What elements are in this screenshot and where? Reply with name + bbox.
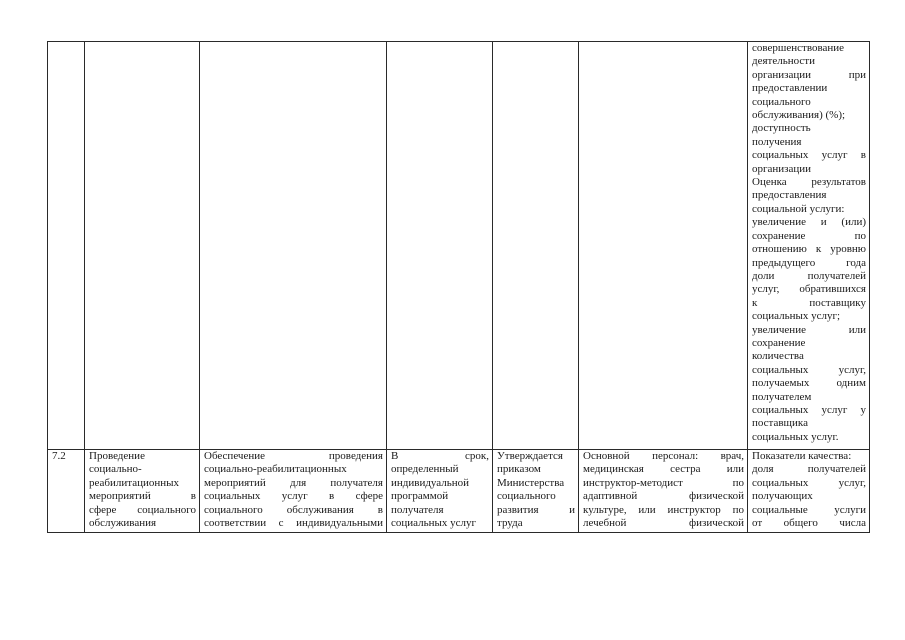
cell-service-name xyxy=(85,450,200,533)
text-line: к поставщику xyxy=(752,296,866,309)
row-number: 7.2 xyxy=(52,450,66,462)
text-line: совершенствование xyxy=(752,42,845,54)
text-line: адаптивной физической xyxy=(583,490,744,503)
text-line: предыдущего года xyxy=(752,256,866,269)
text-line: программой xyxy=(391,490,449,503)
text-line: количества xyxy=(752,350,804,363)
cell-description-empty xyxy=(200,42,387,450)
cell-number xyxy=(48,450,85,533)
text-line: Показатели качества: xyxy=(752,450,852,462)
cell-number-empty xyxy=(48,42,85,450)
text-line: получателем xyxy=(752,390,812,403)
text-line: культуре, или инструктор по xyxy=(583,503,744,516)
text-line: предоставления xyxy=(752,189,827,202)
text-line: В срок, xyxy=(391,450,489,462)
cell-service-term xyxy=(387,450,493,533)
text-line: труда xyxy=(497,517,523,530)
text-line: социальных услуг. xyxy=(752,430,839,443)
text-line: социальных услуг в xyxy=(752,149,866,162)
cell-service-conditions xyxy=(579,450,748,533)
text-line: получающих xyxy=(752,490,813,503)
text-line: организации при xyxy=(752,68,866,81)
service-conditions-text xyxy=(583,450,744,530)
text-line: соответствии с индивидуальными xyxy=(204,517,383,530)
table-row-7-2 xyxy=(48,450,870,533)
cell-tariff-empty xyxy=(493,42,579,450)
service-tariff-text xyxy=(497,450,575,530)
cell-service-description xyxy=(200,450,387,533)
text-line: медицинская сестра или xyxy=(583,463,744,476)
text-line: сохранение xyxy=(752,336,806,349)
cell-term-empty xyxy=(387,42,493,450)
text-line: социальных услуг xyxy=(391,517,477,530)
text-line: Основной персонал: врач, xyxy=(583,450,744,462)
text-line: социальных услуг, xyxy=(752,476,866,489)
text-line: социальной услуги: xyxy=(752,202,845,215)
cell-service-tariff xyxy=(493,450,579,533)
table-row-continuation xyxy=(48,42,870,450)
text-line: реабилитационных xyxy=(89,476,180,489)
text-line: Проведение xyxy=(89,450,145,462)
text-line: мероприятий для получателя xyxy=(204,476,383,489)
cell-quality-indicators xyxy=(748,450,870,533)
text-line: получения xyxy=(752,135,802,148)
service-description-text xyxy=(204,450,383,530)
text-line: социально- xyxy=(89,463,142,476)
quality-continuation-text xyxy=(752,42,866,444)
cell-name-empty xyxy=(85,42,200,450)
text-line: предоставлении xyxy=(752,82,828,95)
text-line: социально-реабилитационных xyxy=(204,463,347,476)
text-line: приказом xyxy=(497,463,541,476)
text-line: Утверждается xyxy=(497,450,563,462)
text-line: Министерства xyxy=(497,476,565,489)
text-line: социальных услуг, xyxy=(752,363,866,376)
text-line: деятельности xyxy=(752,55,815,68)
text-line: социальных услуг; xyxy=(752,310,841,323)
text-line: обслуживания xyxy=(89,517,157,530)
text-line: получателя xyxy=(391,503,444,516)
text-line: организации xyxy=(752,162,812,175)
text-line: лечебной физической xyxy=(583,517,744,530)
text-line: социального xyxy=(752,95,811,108)
text-line: Оценка результатов xyxy=(752,176,866,189)
cell-quality-continuation xyxy=(748,42,870,450)
text-line: доли получателей xyxy=(752,269,866,282)
text-line: социального xyxy=(497,490,556,503)
text-line: инструктор-методист по xyxy=(583,476,744,489)
text-line: от общего числа xyxy=(752,517,866,530)
text-line: увеличение или xyxy=(752,323,866,336)
services-table xyxy=(47,41,870,533)
text-line: определенный xyxy=(391,463,459,476)
text-line: индивидуальной xyxy=(391,476,470,489)
cell-conditions-empty xyxy=(579,42,748,450)
text-line: социальных услуг в сфере xyxy=(204,490,383,503)
service-name-text xyxy=(89,450,196,530)
text-line: развития и xyxy=(497,503,575,516)
text-line: социального обслуживания в xyxy=(204,503,383,516)
text-line: обслуживания) (%); xyxy=(752,109,846,122)
text-line: доля получателей xyxy=(752,463,866,476)
text-line: увеличение и (или) xyxy=(752,216,866,229)
quality-indicators-text xyxy=(752,450,866,530)
service-term-text xyxy=(391,450,489,530)
text-line: социальных услуг у xyxy=(752,403,866,416)
text-line: Обеспечение проведения xyxy=(204,450,383,462)
text-line: сохранение по xyxy=(752,229,866,242)
text-line: социальные услуги xyxy=(752,503,866,516)
text-line: мероприятий в xyxy=(89,490,196,503)
text-line: отношению к уровню xyxy=(752,243,866,256)
text-line: доступность xyxy=(752,122,811,135)
text-line: поставщика xyxy=(752,417,808,430)
text-line: услуг, обратившихся xyxy=(752,283,866,296)
text-line: сфере социального xyxy=(89,503,196,516)
text-line: получаемых одним xyxy=(752,377,866,390)
